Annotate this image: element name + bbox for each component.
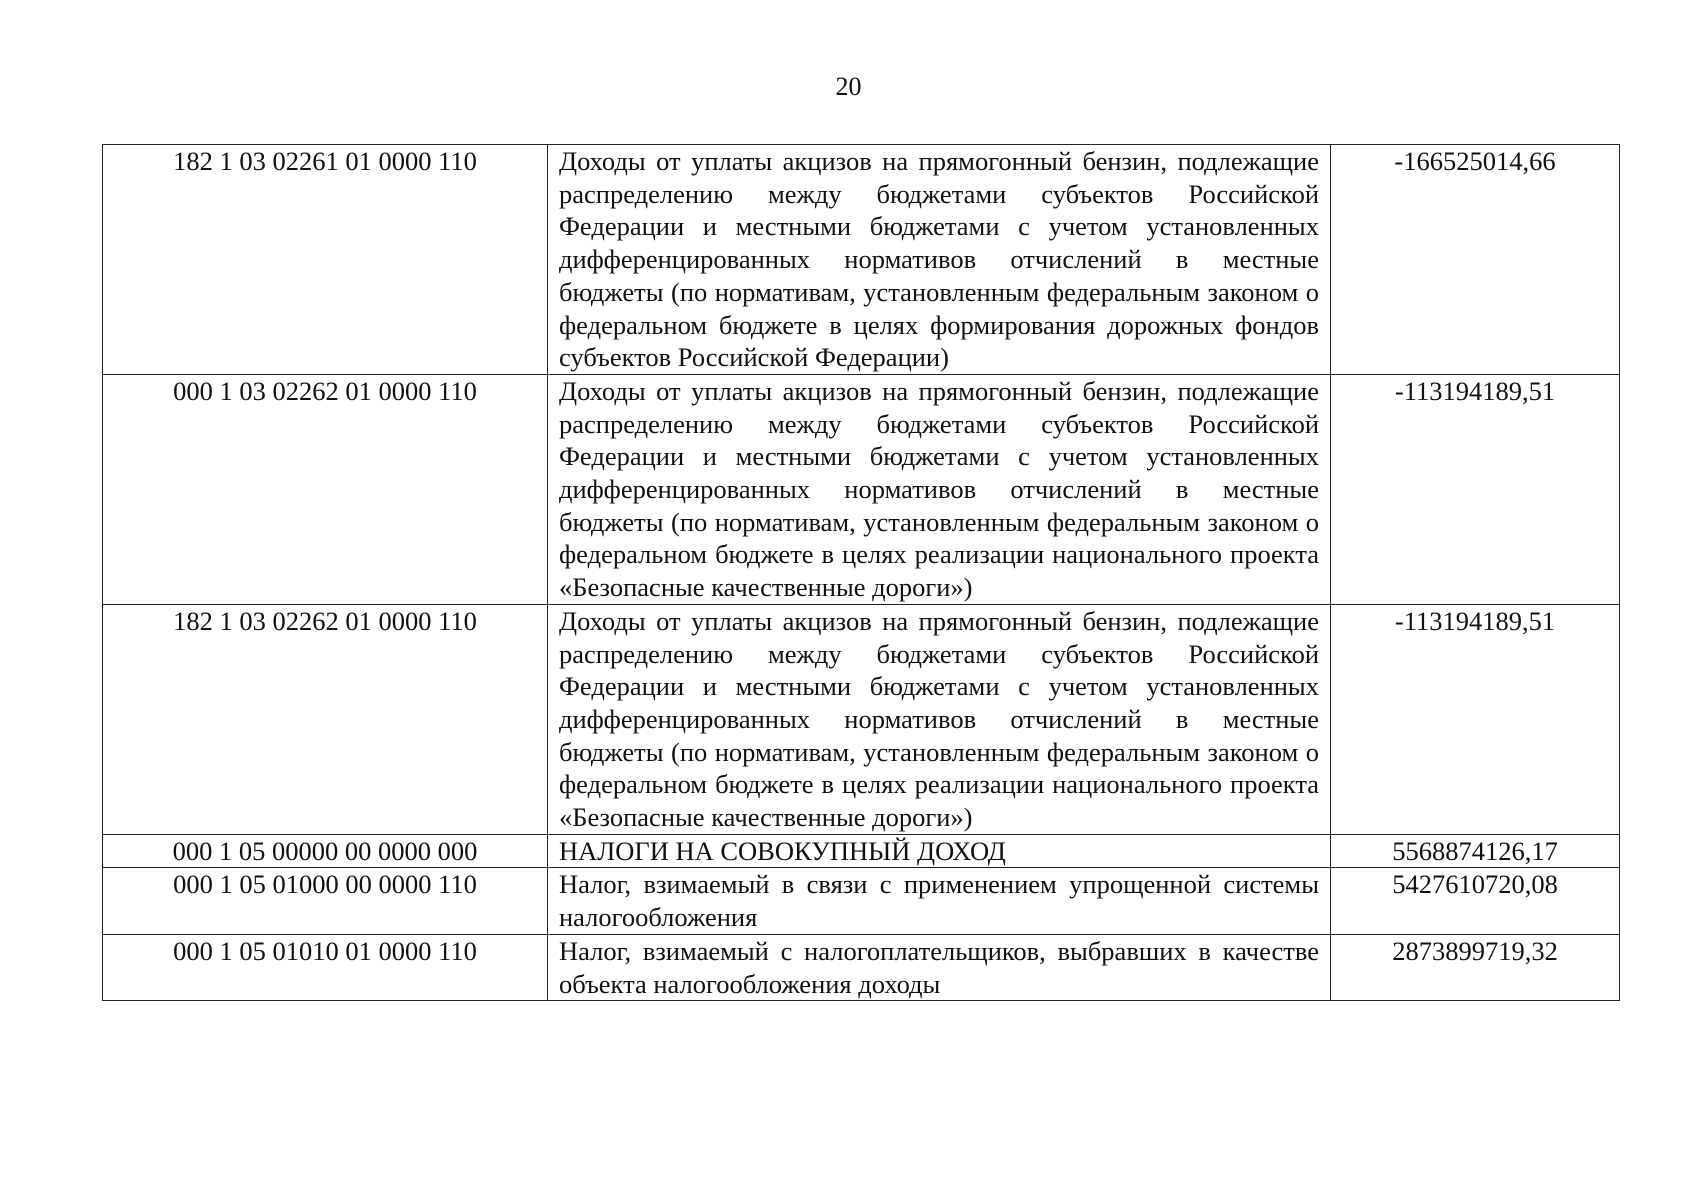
revenue-description: Налог, взимаемый в связи с применением упрощенной системы налогообложения (548, 868, 1331, 934)
revenue-description: Доходы от уплаты акцизов на прямогонный бензин, подлежащие распределению между бюджетами субъектов Российской Федерации и местными бюджетами с учетом установленных дифференцированных нормативов отчислений в местные бюджеты (по нормативам, установленным федеральным законом о федеральном бюджете в целях формирования дорожных фондов субъектов Российской Федерации) (548, 145, 1331, 375)
budget-code: 000 1 05 01000 00 0000 110 (103, 868, 548, 934)
budget-code: 182 1 03 02262 01 0000 110 (103, 604, 548, 834)
table-row (103, 374, 1620, 604)
budget-code: 000 1 05 00000 00 0000 000 (103, 834, 548, 868)
amount: -113194189,51 (1331, 374, 1620, 604)
table-row (103, 834, 1620, 868)
budget-code: 000 1 03 02262 01 0000 110 (103, 374, 548, 604)
amount: -166525014,66 (1331, 145, 1620, 375)
revenue-description: Доходы от уплаты акцизов на прямогонный бензин, подлежащие распределению между бюджетами субъектов Российской Федерации и местными бюджетами с учетом установленных дифференцированных нормативов отчислений в местные бюджеты (по нормативам, установленным федеральным законом о федеральном бюджете в целях реализации национального проекта «Безопасные качественные дороги») (548, 604, 1331, 834)
budget-code: 182 1 03 02261 01 0000 110 (103, 145, 548, 375)
budget-revenue-table (102, 144, 1620, 1001)
revenue-description: Налог, взимаемый с налогоплательщиков, выбравших в качестве объекта налогообложения доходы (548, 934, 1331, 1000)
revenue-description: НАЛОГИ НА СОВОКУПНЫЙ ДОХОД (548, 834, 1331, 868)
revenue-description: Доходы от уплаты акцизов на прямогонный бензин, подлежащие распределению между бюджетами субъектов Российской Федерации и местными бюджетами с учетом установленных дифференцированных нормативов отчислений в местные бюджеты (по нормативам, установленным федеральным законом о федеральном бюджете в целях реализации национального проекта «Безопасные качественные дороги») (548, 374, 1331, 604)
table-row (103, 145, 1620, 375)
amount: 5568874126,17 (1331, 834, 1620, 868)
table-row (103, 604, 1620, 834)
budget-code: 000 1 05 01010 01 0000 110 (103, 934, 548, 1000)
table-row (103, 868, 1620, 934)
amount: -113194189,51 (1331, 604, 1620, 834)
page-number: 20 (835, 72, 862, 101)
table-row (103, 934, 1620, 1000)
amount: 2873899719,32 (1331, 934, 1620, 1000)
amount: 5427610720,08 (1331, 868, 1620, 934)
